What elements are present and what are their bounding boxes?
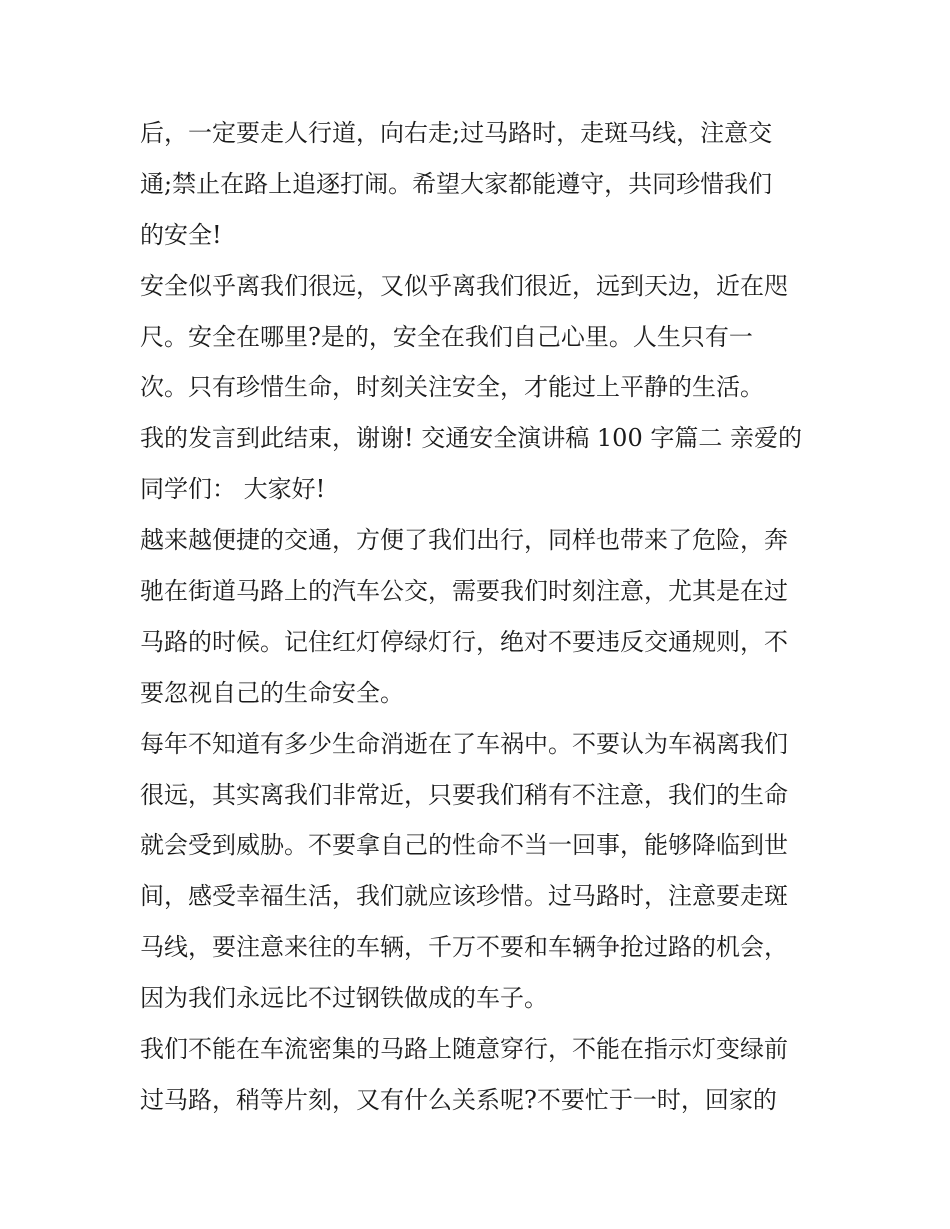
text-line: 就会受到威胁。不要拿自己的性命不当一回事，能够降临到世 [140, 831, 788, 860]
text-line: 间，感受幸福生活，我们就应该珍惜。过马路时，注意要走斑 [140, 882, 788, 911]
text-line: 很远，其实离我们非常近，只要我们稍有不注意，我们的生命 [140, 780, 788, 809]
text-line: 越来越便捷的交通，方便了我们出行，同样也带来了危险，奔 [140, 526, 788, 555]
text-line: 次。只有珍惜生命，时刻关注安全，才能过上平静的生活。 [140, 373, 764, 402]
text-line: 因为我们永远比不过钢铁做成的车子。 [140, 984, 548, 1013]
text-line: 后，一定要走人行道，向右走;过马路时，走斑马线，注意交 [140, 119, 773, 147]
text-line: 马路的时候。记住红灯停绿灯行，绝对不要违反交通规则，不 [140, 627, 788, 656]
body-text [140, 108, 820, 1126]
text-line: 安全似乎离我们很远，又似乎离我们很近，远到天边，近在咫 [140, 271, 788, 300]
text-line: 驰在街道马路上的汽车公交，需要我们时刻注意，尤其是在过 [140, 577, 788, 606]
text-line: 尺。安全在哪里?是的，安全在我们自己心里。人生只有一 [140, 322, 753, 351]
text-line: 我的发言到此结束，谢谢! 交通安全演讲稿 100 字篇二 亲爱的 [140, 424, 802, 453]
text-line: 我们不能在车流密集的马路上随意穿行，不能在指示灯变绿前 [140, 1035, 788, 1064]
text-line: 马线，要注意来往的车辆，千万不要和车辆争抢过路的机会， [140, 933, 788, 962]
text-line: 通;禁止在路上追逐打闹。希望大家都能遵守，共同珍惜我们 [140, 169, 773, 198]
text-line: 要忽视自己的生命安全。 [140, 678, 404, 707]
text-line: 同学们： 大家好! [140, 475, 326, 504]
text-line: 过马路，稍等片刻，又有什么关系呢?不要忙于一时，回家的 [140, 1085, 777, 1114]
text-line: 每年不知道有多少生命消逝在了车祸中。不要认为车祸离我们 [140, 729, 788, 758]
text-line: 的安全! [140, 220, 222, 249]
